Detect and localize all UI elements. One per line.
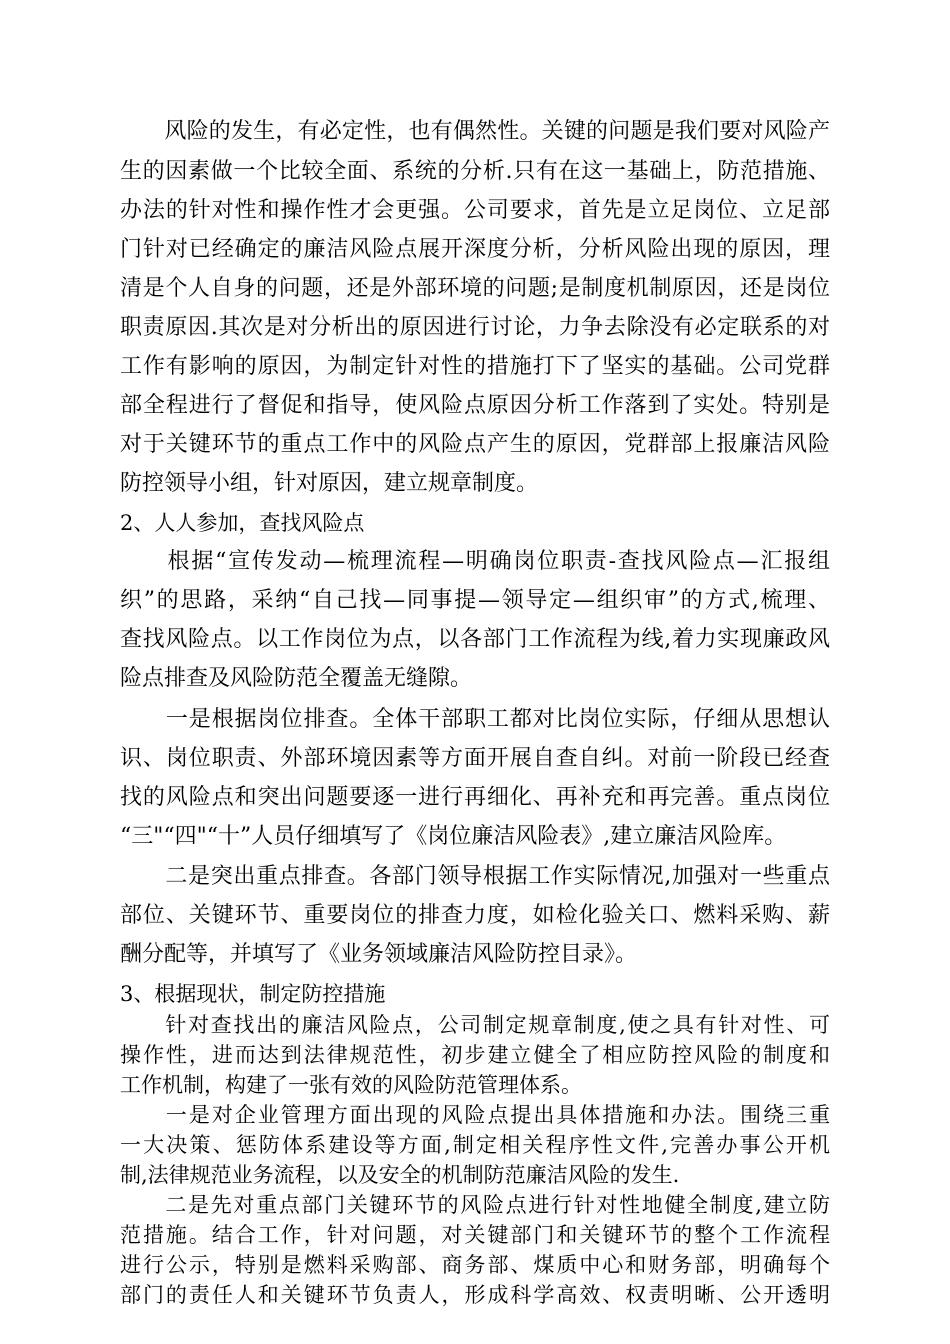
text-line: 办法的针对性和操作性才会更强。公司要求，首先是立足岗位、立足部: [120, 198, 830, 223]
text-line: 部位、关键环节、重要岗位的排查力度，如检化验关口、燃料采购、薪: [120, 903, 830, 928]
text-line: 部全程进行了督促和指导，使风险点原因分析工作落到了实处。特别是: [120, 393, 830, 418]
text-line: 一大决策、惩防体系建设等方面,制定相关程序性文件,完善办事公开机: [120, 1133, 830, 1157]
text-line: 范措施。结合工作，针对问题，对关键部门和关键环节的整个工作流程: [120, 1223, 830, 1247]
text-line: 根据“宣传发动—梳理流程—明确岗位职责-查找风险点—汇报组: [120, 549, 830, 574]
section-heading-3: 3、根据现状，制定防控措施: [120, 982, 386, 1006]
text-line: 针对查找出的廉洁风险点，公司制定规章制度,使之具有针对性、可: [120, 1013, 830, 1037]
text-line: 进行公示，特别是燃料采购部、商务部、煤质中心和财务部，明确每个: [120, 1253, 830, 1277]
text-line: 酬分配等，并填写了《业务领域廉洁风险防控目录》。: [120, 942, 638, 967]
text-line: 门针对已经确定的廉洁风险点展开深度分析，分析风险出现的原因，理: [120, 237, 830, 262]
text-line: “三"“四"“十”人员仔细填写了《岗位廉洁风险表》,建立廉洁风险库。: [120, 824, 787, 849]
text-line: 工作机制，构建了一张有效的风险防范管理体系。: [120, 1073, 582, 1097]
text-line: 查找风险点。以工作岗位为点，以各部门工作流程为线,着力实现廉政风: [120, 627, 830, 652]
text-line: 识、岗位职责、外部环境因素等方面开展自查自纠。对前一阶段已经查: [120, 746, 830, 771]
text-line: 职责原因.其次是对分析出的原因进行讨论，力争去除没有必定联系的对: [120, 315, 830, 340]
text-line: 二是先对重点部门关键环节的风险点进行针对性地健全制度,建立防: [120, 1193, 830, 1217]
text-line: 一是根据岗位排查。全体干部职工都对比岗位实际，仔细从思想认: [120, 707, 830, 732]
text-line: 对于关键环节的重点工作中的风险点产生的原因，党群部上报廉洁风险: [120, 432, 830, 457]
text-line: 二是突出重点排查。各部门领导根据工作实际情况,加强对一些重点: [120, 864, 830, 889]
text-line: 织”的思路，采纳“自己找—同事提—领导定—组织审”的方式,梳理、: [120, 588, 830, 613]
text-line: 操作性，进而达到法律规范性，初步建立健全了相应防控风险的制度和: [120, 1043, 830, 1067]
text-line: 风险的发生，有必定性，也有偶然性。关键的问题是我们要对风险产: [120, 119, 830, 144]
text-line: 工作有影响的原因，为制定针对性的措施打下了坚实的基础。公司党群: [120, 354, 830, 379]
text-line: 防控领导小组，针对原因，建立规章制度。: [120, 471, 539, 496]
text-line: 清是个人自身的问题，还是外部环境的问题;是制度机制原因，还是岗位: [120, 276, 830, 301]
text-line: 制,法律规范业务流程，以及安全的机制防范廉洁风险的发生.: [120, 1163, 680, 1187]
text-line: 部门的责任人和关键环节负责人，形成科学高效、权责明晰、公开透明: [120, 1283, 830, 1307]
section-heading-2: 2、人人参加，查找风险点: [120, 511, 365, 535]
text-line: 生的因素做一个比较全面、系统的分析.只有在这一基础上，防范措施、: [120, 159, 830, 184]
text-line: 险点排查及风险防范全覆盖无缝隙。: [120, 666, 473, 691]
text-line: 一是对企业管理方面出现的风险点提出具体措施和办法。围绕三重: [120, 1103, 830, 1127]
text-line: 找的风险点和突出问题要逐一进行再细化、再补充和再完善。重点岗位: [120, 785, 830, 810]
